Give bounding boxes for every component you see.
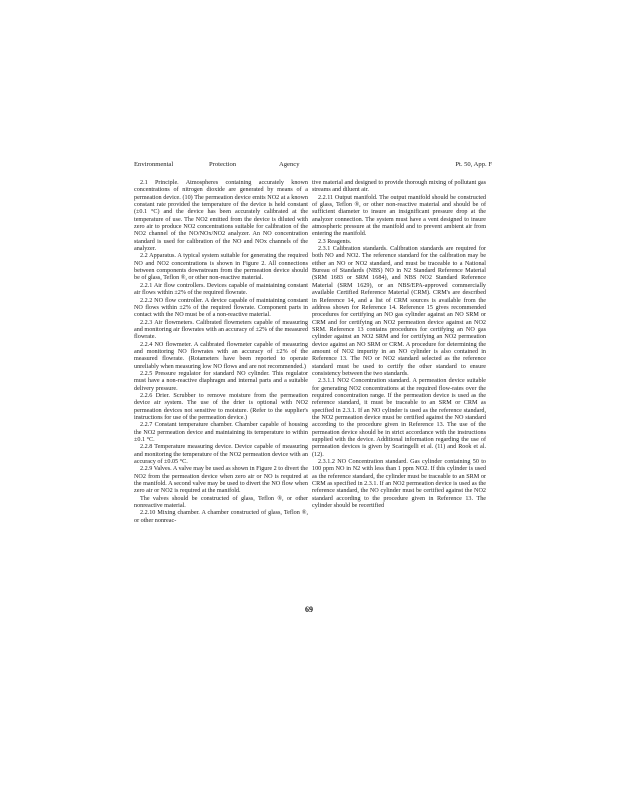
paragraph: 2.3.1.2 NO Concentration standard. Gas cylinder containing 50 to 100 ppm NO in N2 with less than 1 ppm NO2. If this cylinder is used as the reference standard, the cylinder must be traceable to an SRM or CRM as specified in 2.3.1. If an NO2 permeation device is used as the reference standard, the NO cylinder must be certified against the NO2 standard according to the procedure given in Reference 13. The cylinder should be recertified bbox=[312, 459, 486, 510]
paragraph: 2.3.1.1 NO2 Concentration standard. A permeation device suitable for generating NO2 concentrations at the required flow-rates over the required concentration range. If the permeation device is used as the reference standard, it must be traceable to an SRM or CRM as specified in 2.3.1. If an NO cylinder is used as the reference standard, the NO2 permeation device must be certified against the NO standard according to the procedure given in Reference 13. The use of the permeation device should be in strict accordance with the instructions supplied with the device. Additional information regarding the use of permeation devices is given by Scaringelli et al. (11) and Rook et al. (12). bbox=[312, 378, 486, 458]
paragraph: 2.2.1 Air flow controllers. Devices capable of maintaining constant air flows within ±2% of the required flowrate. bbox=[134, 282, 308, 297]
right-column bbox=[312, 180, 486, 510]
paragraph: 2.1 Principle. Atmospheres containing accurately known concentrations of nitrogen dioxide are generated by means of a permeation device. (10) The permeation device emits NO2 at a known constant rate provided the temperature of the device is held constant (±0.1 °C) and the device has been accurately calibrated at the temperature of use. The NO2 emitted from the device is diluted with zero air to produce NO2 concentrations suitable for calibration of the NO2 channel of the NO/NOx/NO2 analyzer. An NO concentration standard is used for calibration of the NO and NOx channels of the analyzer. bbox=[134, 180, 308, 253]
left-column bbox=[134, 180, 308, 525]
paragraph: 2.2 Apparatus. A typical system suitable for generating the required NO and NO2 concentrations is shown in Figure 2. All connections between components downstream from the permeation device should be of glass, Teflon ®, or other non-reactive material. bbox=[134, 253, 308, 282]
paragraph: 2.2.5 Pressure regulator for standard NO cylinder. This regulator must have a non-reactive diaphragm and internal parts and a suitable delivery pressure. bbox=[134, 370, 308, 392]
running-header bbox=[134, 159, 492, 171]
header-part-reference: Pt. 50, App. F bbox=[455, 161, 492, 168]
page-number: 69 bbox=[305, 605, 313, 614]
paragraph: 2.3.1 Calibration standards. Calibration standards are required for both NO and NO2. The reference standard for the calibration may be either an NO or NO2 standard, and must be traceable to a National Bureau of Standards (NBS) NO in N2 Standard Reference Material (SRM 1683 or SRM 1684), and NBS NO2 Standard Reference Material (SRM 1629), or an NBS/EPA-approved commercially available Certified Reference Material (CRM). CRM's are described in Reference 14, and a list of CRM sources is available from the address shown for Reference 14. Reference 15 gives recommended procedures for certifying an NO gas cylinder against an NO SRM or CRM and for certifying an NO2 permeation device against an NO2 SRM. Reference 13 contains procedures for certifying an NO gas cylinder against an NO2 SRM and for certifying an NO2 permeation device against an NO SRM or CRM. A procedure for determining the amount of NO2 impurity in an NO cylinder is also contained in Reference 13. The NO or NO2 standard selected as the reference standard must be used to certify the other standard to ensure consistency between the two standards. bbox=[312, 246, 486, 377]
paragraph: 2.2.8 Temperature measuring device. Device capable of measuring and monitoring the temperature of the NO2 permeation device with an accuracy of ±0.05 °C. bbox=[134, 444, 308, 466]
paragraph: 2.2.2 NO flow controller. A device capable of maintaining constant NO flows within ±2% of the required flowrate. Component parts in contact with the NO must be of a non-reactive material. bbox=[134, 297, 308, 319]
paragraph: 2.2.3 Air flowmeters. Calibrated flowmeters capable of measuring and monitoring air flowrates with an accuracy of ±2% of the measured flowrate. bbox=[134, 319, 308, 341]
paragraph: 2.2.7 Constant temperature chamber. Chamber capable of housing the NO2 permeation device and maintaining its temperature to within ±0.1 °C. bbox=[134, 422, 308, 444]
paragraph: 2.2.6 Drier. Scrubber to remove moisture from the permeation device air system. The use of the drier is optional with NO2 permeation devices not sensitive to moisture. (Refer to the supplier's instructions for use of the permeation device.) bbox=[134, 392, 308, 421]
header-agency-word-3: Agency bbox=[279, 161, 300, 168]
header-agency-word-1: Environmental bbox=[134, 161, 174, 168]
paragraph: 2.2.4 NO flowmeter. A calibrated flowmeter capable of measuring and monitoring NO flowrates with an accuracy of ±2% of the measured flowrate. (Rotameters have been reported to operate unreliably when measuring low NO flows and are not recommended.) bbox=[134, 341, 308, 370]
paragraph: tive material and designed to provide thorough mixing of pollutant gas streams and diluent air. bbox=[312, 180, 486, 194]
section-heading: 2.3 Reagents. bbox=[318, 238, 352, 245]
paragraph: 2.2.11 Output manifold. The output manifold should be constructed of glass, Teflon ®, or other non-reactive material and should be of sufficient diameter to insure an insignificant pressure drop at the analyzer connection. The system must have a vent designed to insure atmospheric pressure at the manifold and to prevent ambient air from entering the manifold. bbox=[312, 194, 486, 238]
paragraph: 2.2.9 Valves. A valve may be used as shown in Figure 2 to divert the NO2 from the permeation device when zero air or NO is required at the manifold. A second valve may be used to divert the NO flow when zero air or NO2 is required at the manifold. bbox=[134, 466, 308, 495]
paragraph: 2.2.10 Mixing chamber. A chamber constructed of glass, Teflon ®, or other nonreac- bbox=[134, 510, 308, 524]
paragraph: The valves should be constructed of glass, Teflon ®, or other nonreactive material. bbox=[134, 495, 308, 510]
header-agency-word-2: Protection bbox=[209, 161, 237, 168]
